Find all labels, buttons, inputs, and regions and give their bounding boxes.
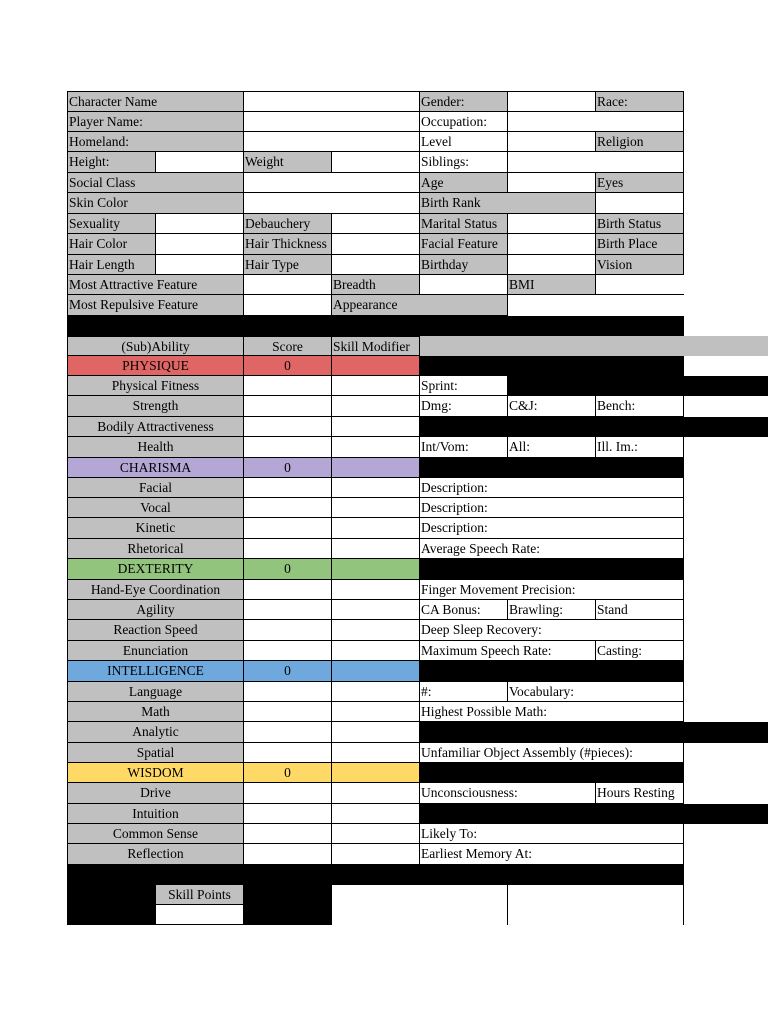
hair-thickness-field[interactable] — [332, 234, 420, 255]
most-attractive-label: Most Attractive Feature — [67, 275, 244, 295]
language-modifier[interactable] — [332, 682, 420, 702]
skill-modifier-column-header: Skill Modifier — [332, 336, 420, 356]
section-divider — [67, 865, 684, 885]
level-label: Level — [420, 132, 508, 152]
intuition-score[interactable] — [244, 804, 332, 824]
notes-field-1[interactable] — [332, 885, 508, 925]
debauchery-field[interactable] — [332, 214, 420, 234]
sub-kinetic: Kinetic — [67, 518, 244, 539]
health-score[interactable] — [244, 437, 332, 458]
analytic-score[interactable] — [244, 722, 332, 743]
appearance-label: Appearance — [332, 295, 508, 316]
hair-thickness-label: Hair Thickness — [244, 234, 332, 255]
height-field[interactable] — [156, 152, 244, 173]
sub-strength: Strength — [67, 396, 244, 417]
spatial-score[interactable] — [244, 743, 332, 763]
reaction-speed-score[interactable] — [244, 620, 332, 641]
birth-status-label: Birth Status — [596, 214, 684, 234]
homeland-field[interactable] — [244, 132, 420, 152]
health-modifier[interactable] — [332, 437, 420, 458]
physique-score[interactable]: 0 — [244, 356, 332, 376]
sub-common-sense: Common Sense — [67, 824, 244, 844]
strength-modifier[interactable] — [332, 396, 420, 417]
hair-length-field[interactable] — [156, 255, 244, 275]
earliest-memory[interactable]: Earliest Memory At: — [420, 844, 684, 865]
dexterity-score[interactable]: 0 — [244, 559, 332, 580]
black-fill — [420, 417, 768, 437]
sub-math: Math — [67, 702, 244, 722]
black-fill — [420, 356, 684, 376]
skin-color-label: Skin Color — [67, 193, 244, 214]
dexterity-modifier[interactable] — [332, 559, 420, 580]
drive-modifier[interactable] — [332, 783, 420, 804]
bodily-attractiveness-score[interactable] — [244, 417, 332, 437]
race-label: Race: — [596, 91, 684, 112]
math-modifier[interactable] — [332, 702, 420, 722]
sexuality-label: Sexuality — [67, 214, 156, 234]
ability-charisma: CHARISMA — [67, 458, 244, 478]
debauchery-label: Debauchery — [244, 214, 332, 234]
facial-description[interactable]: Description: — [420, 478, 684, 498]
gender-label: Gender: — [420, 91, 508, 112]
reflection-score[interactable] — [244, 844, 332, 865]
skin-color-field[interactable] — [244, 193, 420, 214]
weight-field[interactable] — [332, 152, 420, 173]
height-label: Height: — [67, 152, 156, 173]
hair-type-label: Hair Type — [244, 255, 332, 275]
physique-modifier[interactable] — [332, 356, 420, 376]
black-fill — [420, 722, 768, 743]
most-repulsive-field[interactable] — [244, 295, 332, 316]
charisma-modifier[interactable] — [332, 458, 420, 478]
charisma-score[interactable]: 0 — [244, 458, 332, 478]
level-field[interactable] — [508, 132, 596, 152]
breadth-field[interactable] — [420, 275, 508, 295]
ability-dexterity: DEXTERITY — [67, 559, 244, 580]
enunciation-modifier[interactable] — [332, 641, 420, 661]
header-fill — [420, 336, 768, 356]
hours-resting-label: Hours Resting — [596, 783, 684, 804]
breadth-label: Breadth — [332, 275, 420, 295]
likely-to[interactable]: Likely To: — [420, 824, 684, 844]
strength-score[interactable] — [244, 396, 332, 417]
hair-color-field[interactable] — [156, 234, 244, 255]
facial-feature-field[interactable] — [508, 234, 596, 255]
most-repulsive-label: Most Repulsive Feature — [67, 295, 244, 316]
wisdom-modifier[interactable] — [332, 763, 420, 783]
dmg-label: Dmg: — [420, 396, 508, 417]
occupation-label: Occupation: — [420, 112, 508, 132]
birth-place-label: Birth Place — [596, 234, 684, 255]
black-fill — [420, 763, 684, 783]
sub-facial: Facial — [67, 478, 244, 498]
age-field[interactable] — [508, 173, 596, 193]
rhetorical-score[interactable] — [244, 539, 332, 559]
ability-wisdom: WISDOM — [67, 763, 244, 783]
rhetorical-modifier[interactable] — [332, 539, 420, 559]
hand-eye-score[interactable] — [244, 580, 332, 600]
sub-language: Language — [67, 682, 244, 702]
hair-type-field[interactable] — [332, 255, 420, 275]
skill-points-label: Skill Points — [156, 885, 244, 905]
agility-score[interactable] — [244, 600, 332, 620]
common-sense-modifier[interactable] — [332, 824, 420, 844]
black-fill — [420, 804, 768, 824]
reflection-modifier[interactable] — [332, 844, 420, 865]
player-name-field[interactable] — [244, 112, 420, 132]
physical-fitness-modifier[interactable] — [332, 376, 420, 396]
facial-score[interactable] — [244, 478, 332, 498]
score-column-header: Score — [244, 336, 332, 356]
character-name-field[interactable] — [244, 91, 420, 112]
social-class-field[interactable] — [244, 173, 420, 193]
marital-status-label: Marital Status — [420, 214, 508, 234]
most-attractive-field[interactable] — [244, 275, 332, 295]
intelligence-modifier[interactable] — [332, 661, 420, 682]
spatial-modifier[interactable] — [332, 743, 420, 763]
vocabulary-label: Vocabulary: — [508, 682, 684, 702]
sub-reaction-speed: Reaction Speed — [67, 620, 244, 641]
hand-eye-modifier[interactable] — [332, 580, 420, 600]
sexuality-field[interactable] — [156, 214, 244, 234]
drive-score[interactable] — [244, 783, 332, 804]
finger-movement-precision[interactable]: Finger Movement Precision: — [420, 580, 684, 600]
sub-health: Health — [67, 437, 244, 458]
marital-status-field[interactable] — [508, 214, 596, 234]
birthday-label: Birthday — [420, 255, 508, 275]
black-fill — [420, 559, 684, 580]
unfamiliar-object-assembly[interactable]: Unfamiliar Object Assembly (#pieces): — [420, 743, 684, 763]
casting-label: Casting: — [596, 641, 684, 661]
black-fill — [244, 885, 332, 925]
homeland-label: Homeland: — [67, 132, 244, 152]
player-name-label: Player Name: — [67, 112, 244, 132]
kinetic-modifier[interactable] — [332, 518, 420, 539]
average-speech-rate[interactable]: Average Speech Rate: — [420, 539, 684, 559]
vocal-description[interactable]: Description: — [420, 498, 684, 518]
kinetic-score[interactable] — [244, 518, 332, 539]
ability-intelligence: INTELLIGENCE — [67, 661, 244, 682]
bmi-field[interactable] — [596, 275, 684, 295]
appearance-field[interactable] — [508, 295, 684, 316]
analytic-modifier[interactable] — [332, 722, 420, 743]
common-sense-score[interactable] — [244, 824, 332, 844]
enunciation-score[interactable] — [244, 641, 332, 661]
vocal-score[interactable] — [244, 498, 332, 518]
black-fill — [67, 885, 156, 925]
unconsciousness-label: Unconsciousness: — [420, 783, 596, 804]
section-divider — [67, 316, 684, 336]
sub-bodily-attractiveness: Bodily Attractiveness — [67, 417, 244, 437]
all-label: All: — [508, 437, 596, 458]
social-class-label: Social Class — [67, 173, 244, 193]
gender-field[interactable] — [508, 91, 596, 112]
sprint-label: Sprint: — [420, 376, 508, 396]
sub-rhetorical: Rhetorical — [67, 539, 244, 559]
physical-fitness-score[interactable] — [244, 376, 332, 396]
language-score[interactable] — [244, 682, 332, 702]
birth-rank-label: Birth Rank — [420, 193, 596, 214]
sub-hand-eye-coordination: Hand-Eye Coordination — [67, 580, 244, 600]
sub-vocal: Vocal — [67, 498, 244, 518]
facial-modifier[interactable] — [332, 478, 420, 498]
occupation-field[interactable] — [508, 112, 684, 132]
kinetic-description[interactable]: Description: — [420, 518, 684, 539]
hair-length-label: Hair Length — [67, 255, 156, 275]
bmi-label: BMI — [508, 275, 596, 295]
maximum-speech-rate[interactable]: Maximum Speech Rate: — [420, 641, 596, 661]
intelligence-score[interactable]: 0 — [244, 661, 332, 682]
weight-label: Weight — [244, 152, 332, 173]
skill-points-field[interactable] — [156, 905, 244, 925]
birthday-field[interactable] — [508, 255, 596, 275]
sub-physical-fitness: Physical Fitness — [67, 376, 244, 396]
age-label: Age — [420, 173, 508, 193]
intuition-modifier[interactable] — [332, 804, 420, 824]
sub-enunciation: Enunciation — [67, 641, 244, 661]
vocal-modifier[interactable] — [332, 498, 420, 518]
brawling-label: Brawling: — [508, 600, 596, 620]
birth-rank-field[interactable] — [596, 193, 684, 214]
siblings-label: Siblings: — [420, 152, 508, 173]
language-count-label: #: — [420, 682, 508, 702]
sub-spatial: Spatial — [67, 743, 244, 763]
bench-label: Bench: — [596, 396, 684, 417]
black-fill — [420, 661, 684, 682]
vision-label: Vision — [596, 255, 684, 275]
black-fill — [420, 458, 684, 478]
highest-possible-math[interactable]: Highest Possible Math: — [420, 702, 684, 722]
sub-reflection: Reflection — [67, 844, 244, 865]
sub-agility: Agility — [67, 600, 244, 620]
ability-physique: PHYSIQUE — [67, 356, 244, 376]
hair-color-label: Hair Color — [67, 234, 156, 255]
math-score[interactable] — [244, 702, 332, 722]
facial-feature-label: Facial Feature — [420, 234, 508, 255]
bodily-attractiveness-modifier[interactable] — [332, 417, 420, 437]
agility-modifier[interactable] — [332, 600, 420, 620]
stand-label: Stand — [596, 600, 684, 620]
sub-analytic: Analytic — [67, 722, 244, 743]
deep-sleep-recovery[interactable]: Deep Sleep Recovery: — [420, 620, 684, 641]
character-name-label: Character Name — [67, 91, 244, 112]
ca-bonus-label: CA Bonus: — [420, 600, 508, 620]
int-vom-label: Int/Vom: — [420, 437, 508, 458]
notes-field-2[interactable] — [508, 885, 684, 925]
ill-im-label: Ill. Im.: — [596, 437, 684, 458]
eyes-label: Eyes — [596, 173, 684, 193]
cj-label: C&J: — [508, 396, 596, 417]
sub-drive: Drive — [67, 783, 244, 804]
black-fill — [508, 376, 768, 396]
ability-column-header: (Sub)Ability — [67, 336, 244, 356]
religion-label: Religion — [596, 132, 684, 152]
sub-intuition: Intuition — [67, 804, 244, 824]
wisdom-score[interactable]: 0 — [244, 763, 332, 783]
siblings-field[interactable] — [508, 152, 684, 173]
reaction-speed-modifier[interactable] — [332, 620, 420, 641]
